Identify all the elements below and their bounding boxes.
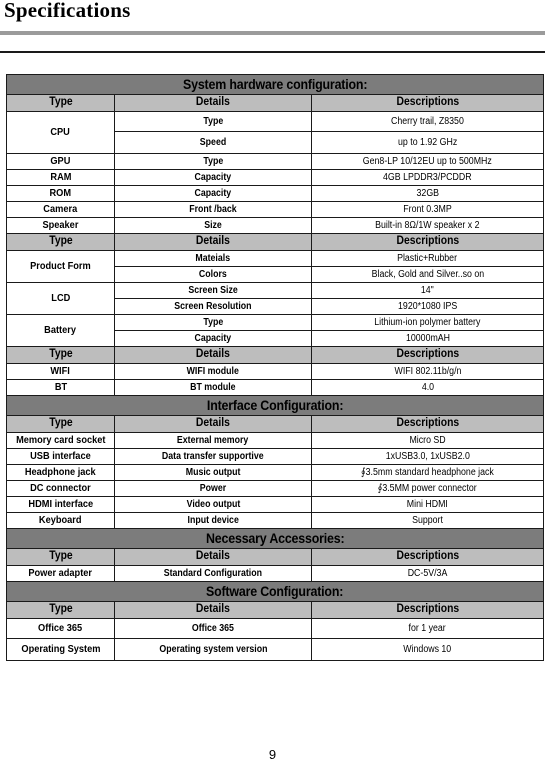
- detail-cell: Music output: [115, 465, 312, 481]
- col-details: Details: [115, 95, 312, 112]
- table-row: [7, 380, 544, 396]
- detail-cell: Screen Size: [115, 283, 312, 299]
- desc-cell: Gen8-LP 10/12EU up to 500MHz: [312, 154, 544, 170]
- table-row: [7, 112, 544, 132]
- section-interface: Interface Configuration:: [7, 396, 544, 416]
- table-row: [7, 639, 544, 661]
- desc-cell: WIFI 802.11b/g/n: [312, 364, 544, 380]
- desc-cell: 4.0: [312, 380, 544, 396]
- table-row: [7, 154, 544, 170]
- detail-cell: Size: [115, 218, 312, 234]
- specifications-table: [6, 74, 544, 661]
- detail-cell: Type: [115, 315, 312, 331]
- type-cell: WIFI: [7, 364, 115, 380]
- type-cell: Power adapter: [7, 566, 115, 582]
- desc-cell: Black, Gold and Silver..so on: [312, 267, 544, 283]
- col-details: Details: [115, 416, 312, 433]
- desc-cell: 32GB: [312, 186, 544, 202]
- detail-cell: Standard Configuration: [115, 566, 312, 582]
- type-cell: Product Form: [7, 251, 115, 283]
- desc-cell: Cherry trail, Z8350: [312, 112, 544, 132]
- type-cell: ROM: [7, 186, 115, 202]
- header-row: [7, 602, 544, 619]
- col-type: Type: [7, 416, 115, 433]
- header-row: [7, 95, 544, 112]
- detail-cell: Capacity: [115, 186, 312, 202]
- detail-cell: Operating system version: [115, 639, 312, 661]
- section-software: Software Configuration:: [7, 582, 544, 602]
- desc-cell: Front 0.3MP: [312, 202, 544, 218]
- desc-cell: 1920*1080 IPS: [312, 299, 544, 315]
- table-row: [7, 186, 544, 202]
- table-row: [7, 566, 544, 582]
- type-cell: Memory card socket: [7, 433, 115, 449]
- page-title: Specifications: [4, 0, 131, 22]
- desc-cell: ∮3.5MM power connector: [312, 481, 544, 497]
- table-row: [7, 619, 544, 639]
- table-row: [7, 497, 544, 513]
- detail-cell: Power: [115, 481, 312, 497]
- desc-cell: 4GB LPDDR3/PCDDR: [312, 170, 544, 186]
- detail-cell: Input device: [115, 513, 312, 529]
- type-cell: GPU: [7, 154, 115, 170]
- desc-cell: Support: [312, 513, 544, 529]
- detail-cell: Screen Resolution: [115, 299, 312, 315]
- col-type: Type: [7, 347, 115, 364]
- col-details: Details: [115, 234, 312, 251]
- type-cell: LCD: [7, 283, 115, 315]
- type-cell: DC connector: [7, 481, 115, 497]
- header-row: [7, 234, 544, 251]
- type-cell: Operating System: [7, 639, 115, 661]
- type-cell: RAM: [7, 170, 115, 186]
- desc-cell: 14": [312, 283, 544, 299]
- col-descriptions: Descriptions: [312, 234, 544, 251]
- type-cell: HDMI interface: [7, 497, 115, 513]
- col-details: Details: [115, 549, 312, 566]
- detail-cell: Capacity: [115, 331, 312, 347]
- col-type: Type: [7, 95, 115, 112]
- desc-cell: Lithium-ion polymer battery: [312, 315, 544, 331]
- table-row: [7, 170, 544, 186]
- table-row: [7, 202, 544, 218]
- detail-cell: BT module: [115, 380, 312, 396]
- type-cell: Headphone jack: [7, 465, 115, 481]
- table-row: [7, 315, 544, 331]
- table-row: [7, 513, 544, 529]
- type-cell: USB interface: [7, 449, 115, 465]
- header-row: [7, 416, 544, 433]
- col-type: Type: [7, 602, 115, 619]
- col-descriptions: Descriptions: [312, 602, 544, 619]
- detail-cell: Type: [115, 154, 312, 170]
- desc-cell: Micro SD: [312, 433, 544, 449]
- table-row: [7, 465, 544, 481]
- desc-cell: Plastic+Rubber: [312, 251, 544, 267]
- desc-cell: 10000mAH: [312, 331, 544, 347]
- desc-cell: ∮3.5mm standard headphone jack: [312, 465, 544, 481]
- header-row: [7, 347, 544, 364]
- type-cell: Battery: [7, 315, 115, 347]
- detail-cell: Mateials: [115, 251, 312, 267]
- desc-cell: Mini HDMI: [312, 497, 544, 513]
- detail-cell: Capacity: [115, 170, 312, 186]
- desc-cell: up to 1.92 GHz: [312, 132, 544, 154]
- title-underline-bar: [0, 31, 545, 35]
- type-cell: BT: [7, 380, 115, 396]
- col-type: Type: [7, 234, 115, 251]
- page-number: 9: [268, 747, 277, 762]
- header-row: [7, 549, 544, 566]
- detail-cell: Office 365: [115, 619, 312, 639]
- detail-cell: Front /back: [115, 202, 312, 218]
- col-details: Details: [115, 347, 312, 364]
- table-row: [7, 364, 544, 380]
- type-cell: Speaker: [7, 218, 115, 234]
- desc-cell: Built-in 8Ω/1W speaker x 2: [312, 218, 544, 234]
- title-rule: [0, 51, 545, 53]
- type-cell: Office 365: [7, 619, 115, 639]
- table-row: [7, 218, 544, 234]
- detail-cell: External memory: [115, 433, 312, 449]
- desc-cell: for 1 year: [312, 619, 544, 639]
- section-accessories: Necessary Accessories:: [7, 529, 544, 549]
- col-descriptions: Descriptions: [312, 347, 544, 364]
- table-row: [7, 433, 544, 449]
- table-row: [7, 251, 544, 267]
- detail-cell: Data transfer supportive: [115, 449, 312, 465]
- detail-cell: Speed: [115, 132, 312, 154]
- table-row: [7, 481, 544, 497]
- detail-cell: Type: [115, 112, 312, 132]
- col-descriptions: Descriptions: [312, 95, 544, 112]
- desc-cell: DC-5V/3A: [312, 566, 544, 582]
- col-details: Details: [115, 602, 312, 619]
- col-type: Type: [7, 549, 115, 566]
- detail-cell: Colors: [115, 267, 312, 283]
- detail-cell: WIFI module: [115, 364, 312, 380]
- col-descriptions: Descriptions: [312, 549, 544, 566]
- section-hardware: System hardware configuration:: [7, 75, 544, 95]
- col-descriptions: Descriptions: [312, 416, 544, 433]
- type-cell: Keyboard: [7, 513, 115, 529]
- detail-cell: Video output: [115, 497, 312, 513]
- desc-cell: Windows 10: [312, 639, 544, 661]
- table-row: [7, 449, 544, 465]
- desc-cell: 1xUSB3.0, 1xUSB2.0: [312, 449, 544, 465]
- type-cell: Camera: [7, 202, 115, 218]
- type-cell: CPU: [7, 112, 115, 154]
- table-row: [7, 283, 544, 299]
